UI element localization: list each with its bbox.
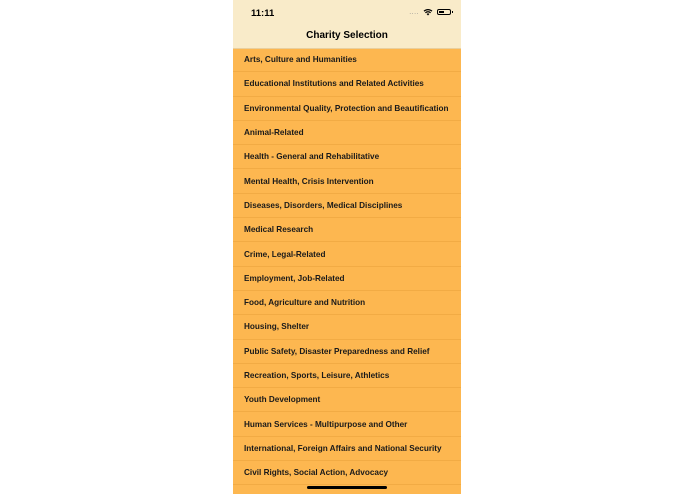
category-row[interactable]: Youth Development (233, 388, 461, 412)
category-row[interactable]: Housing, Shelter (233, 315, 461, 339)
category-row[interactable]: Health - General and Rehabilitative (233, 145, 461, 169)
category-row[interactable]: Arts, Culture and Humanities (233, 48, 461, 72)
category-row[interactable]: Recreation, Sports, Leisure, Athletics (233, 364, 461, 388)
category-row[interactable]: International, Foreign Affairs and National Security (233, 437, 461, 461)
home-indicator[interactable] (307, 486, 387, 489)
category-row[interactable]: Medical Research (233, 218, 461, 242)
category-row[interactable]: Diseases, Disorders, Medical Disciplines (233, 194, 461, 218)
category-row[interactable]: Mental Health, Crisis Intervention (233, 169, 461, 193)
category-row[interactable]: Environmental Quality, Protection and Beautification (233, 97, 461, 121)
category-row[interactable]: Civil Rights, Social Action, Advocacy (233, 461, 461, 485)
category-row[interactable]: Food, Agriculture and Nutrition (233, 291, 461, 315)
category-row[interactable]: Educational Institutions and Related Activities (233, 72, 461, 96)
category-row[interactable]: Employment, Job-Related (233, 267, 461, 291)
battery-icon (437, 9, 451, 15)
category-row[interactable]: Public Safety, Disaster Preparedness and Relief (233, 340, 461, 364)
status-indicators (409, 8, 451, 16)
category-row[interactable]: Crime, Legal-Related (233, 242, 461, 266)
wifi-icon (423, 8, 433, 16)
signal-icon: .... (409, 8, 419, 16)
page-title: Charity Selection (306, 30, 388, 41)
category-row[interactable]: Animal-Related (233, 121, 461, 145)
category-row[interactable]: Human Services - Multipurpose and Other (233, 412, 461, 436)
category-list (233, 48, 461, 485)
status-time: 11:11 (251, 8, 275, 19)
navigation-bar (233, 0, 461, 49)
phone-screen (233, 0, 461, 494)
